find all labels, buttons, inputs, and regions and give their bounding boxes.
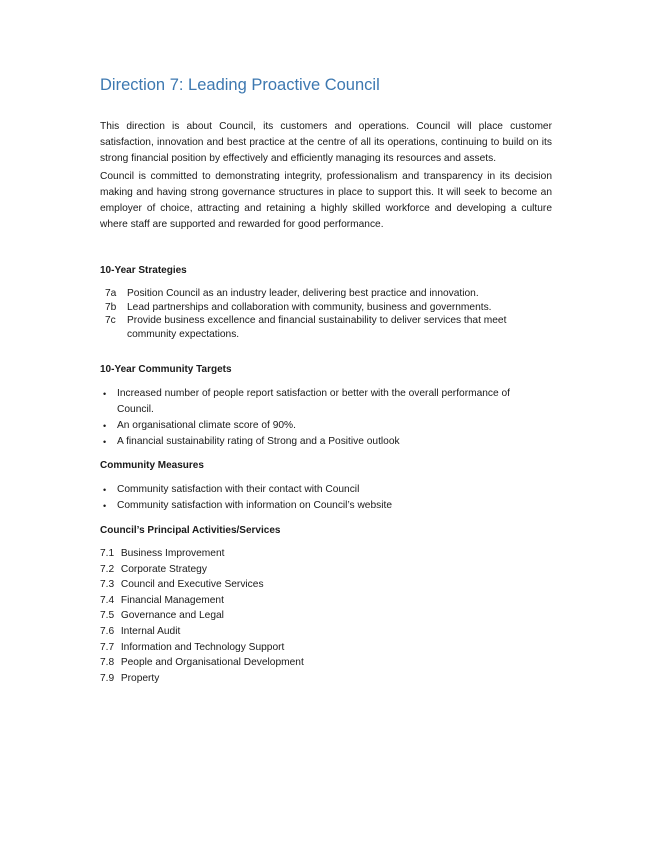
target-text: An organisational climate score of 90%. [117, 420, 296, 431]
activity-text: Financial Management [120, 594, 224, 606]
target-item [100, 418, 537, 434]
activity-text: Governance and Legal [120, 610, 224, 622]
measure-text: Community satisfaction with their contact with Council [117, 484, 360, 495]
measures-heading: Community Measures [100, 460, 204, 471]
measure-item [100, 498, 537, 514]
target-text: A financial sustainability rating of Strong and a Positive outlook [117, 436, 400, 447]
targets-list [100, 386, 537, 450]
activity-text: Internal Audit [120, 625, 181, 637]
targets-heading: 10-Year Community Targets [100, 364, 232, 375]
activity-item [100, 546, 304, 562]
strategy-number: 7b [105, 301, 117, 313]
bullet-icon: • [103, 421, 107, 431]
activity-text: Council and Executive Services [120, 579, 264, 591]
activity-item [100, 577, 304, 593]
activity-number: 7.4 [100, 594, 115, 606]
target-item [100, 386, 537, 418]
measure-text: Community satisfaction with information on Council’s website [117, 500, 392, 511]
activity-text: Corporate Strategy [120, 563, 207, 575]
activity-text: Property [120, 672, 160, 684]
target-item [100, 434, 537, 450]
activity-number: 7.1 [100, 548, 115, 559]
activities-heading: Council’s Principal Activities/Services [100, 525, 281, 536]
bullet-icon: • [103, 485, 107, 495]
activity-number: 7.9 [100, 672, 115, 684]
activity-item [100, 562, 304, 578]
measures-list [100, 482, 537, 514]
activity-item [100, 655, 304, 671]
activity-number: 7.5 [100, 610, 115, 622]
activity-text: Information and Technology Support [120, 641, 285, 653]
activity-text: Business Improvement [120, 548, 225, 559]
activity-number: 7.6 [100, 625, 115, 637]
activity-text: People and Organisational Development [120, 657, 304, 669]
activity-number: 7.3 [100, 579, 115, 591]
bullet-icon: • [103, 437, 107, 447]
intro-paragraph-1: This direction is about Council, its customers and operations. Council will place customer satisfaction, innovation and best practice at the centre of all its operations, continuing to build on its strong financial position by effectively and efficiently managing its resources and assets. [100, 121, 552, 164]
strategy-text: Provide business excellence and financial sustainability to deliver services that meet community expectations. [127, 315, 507, 340]
intro-paragraph-2: Council is committed to demonstrating integrity, professionalism and transparency in its decision making and having strong governance structures in place to support this. It will seek to become an employer of choice, attracting and retaining a highly skilled workforce and developing a culture where staff are supported and rewarded for good performance. [100, 171, 552, 230]
activity-number: 7.7 [100, 641, 115, 653]
activity-number: 7.8 [100, 657, 115, 669]
strategy-text: Position Council as an industry leader, delivering best practice and innovation. [127, 288, 479, 299]
activity-item [100, 624, 304, 640]
activity-item [100, 640, 304, 656]
strategy-number: 7c [105, 315, 116, 327]
target-text: Increased number of people report satisfaction or better with the overall performance of Council. [117, 388, 510, 415]
activities-list [100, 546, 304, 686]
activity-number: 7.2 [100, 563, 115, 575]
bullet-icon: • [103, 501, 107, 511]
strategy-text: Lead partnerships and collaboration with community, business and governments. [127, 301, 492, 313]
strategies-heading: 10-Year Strategies [100, 265, 187, 276]
bullet-icon: • [103, 389, 107, 399]
page-title: Direction 7: Leading Proactive Council [100, 76, 380, 94]
activity-item [100, 593, 304, 609]
activity-item [100, 671, 304, 687]
strategy-number: 7a [105, 288, 117, 299]
activity-item [100, 608, 304, 624]
measure-item [100, 482, 537, 498]
